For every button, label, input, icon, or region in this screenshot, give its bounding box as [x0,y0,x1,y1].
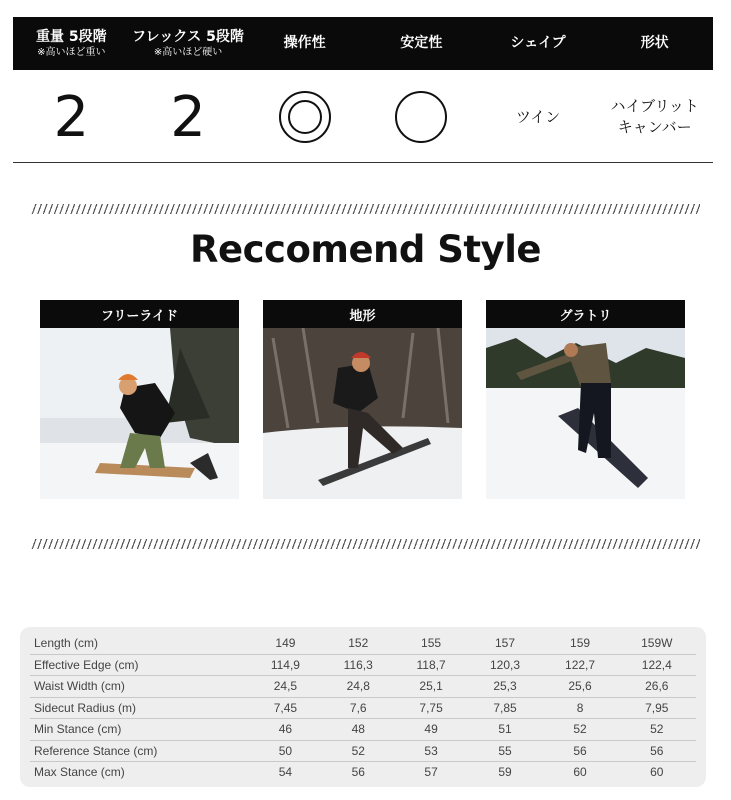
spec-cell: 122,7 [543,654,618,676]
rating-values-row [13,72,713,163]
style-card-groundtrick [486,300,685,499]
spec-row-label: Min Stance (cm) [30,719,249,741]
spec-cell: 51 [467,719,542,741]
spec-row-label: Sidecut Radius (m) [30,697,249,719]
handling-value [246,72,363,162]
spec-cell: 48 [322,719,395,741]
header-stability-title: 安定性 [400,35,443,51]
hatch-divider-bottom [31,539,700,549]
spec-cell: 157 [467,633,542,654]
spec-cell: 118,7 [395,654,468,676]
spec-cell: 53 [395,740,468,762]
recommend-style-title: Reccomend Style [190,228,541,271]
header-profile-title: 形状 [640,35,669,51]
header-flex-title: フレックス 5段階 [132,28,244,45]
double-circle-icon [279,91,331,143]
spec-row [30,762,696,783]
header-shape [480,17,597,70]
spec-cell: 122,4 [618,654,696,676]
shape-value: ツイン [515,107,561,126]
spec-cell: 149 [249,633,322,654]
rider-freeride-photo [40,328,239,499]
spec-cell: 60 [650,765,664,780]
spec-cell: 26,6 [618,676,696,698]
spec-cell: 60 [573,765,587,780]
flex-value: 2 [170,84,206,150]
spec-cell: 155 [395,633,468,654]
spec-cell: 24,5 [249,676,322,698]
spec-cell: 56 [543,740,618,762]
spec-cell: 25,3 [467,676,542,698]
rider-terrain-photo [263,328,462,499]
spec-table [30,633,696,783]
spec-cell: 25,6 [543,676,618,698]
style-label-groundtrick: グラトリ [486,300,685,328]
spec-cell: 59 [498,765,512,780]
spec-cell: 46 [249,719,322,741]
weight-value: 2 [53,84,90,150]
header-handling [246,17,363,70]
hatch-divider-top [31,204,700,214]
spec-cell: 7,6 [322,697,395,719]
style-card-freeride [40,300,239,499]
rider-groundtrick-photo [486,328,685,499]
spec-cell: 7,75 [395,697,468,719]
circle-icon [395,91,447,143]
spec-row-label: Length (cm) [30,633,249,654]
profile-value: ハイブリット キャンバー [610,97,699,136]
spec-cell: 52 [618,719,696,741]
spec-cell: 116,3 [322,654,395,676]
spec-cell: 25,1 [395,676,468,698]
spec-cell: 56 [618,740,696,762]
header-stability [363,17,480,70]
spec-cell: 8 [543,697,618,719]
spec-cell: 7,85 [467,697,542,719]
spec-row-label: Reference Stance (cm) [30,740,249,762]
spec-row-label: Max Stance (cm) [34,765,125,780]
spec-cell: 152 [322,633,395,654]
spec-cell: 7,45 [249,697,322,719]
spec-row-label: Waist Width (cm) [30,676,249,698]
spec-row [30,719,696,741]
spec-cell: 24,8 [322,676,395,698]
spec-cell: 49 [395,719,468,741]
spec-row [30,697,696,719]
spec-cell: 54 [278,765,293,780]
header-shape-title: シェイプ [510,35,566,51]
spec-cell: 57 [424,765,438,780]
spec-row [30,676,696,698]
header-handling-title: 操作性 [283,35,326,51]
header-weight-title: 重量 5段階 [36,28,107,45]
spec-cell: 159 [543,633,618,654]
spec-row [30,654,696,676]
stability-value [363,72,480,162]
style-label-terrain: 地形 [263,300,462,328]
header-weight-note: ※高いほど重い [37,46,106,58]
spec-row [30,633,696,654]
spec-cell: 52 [543,719,618,741]
spec-cell: 50 [249,740,322,762]
rating-header-bar [13,17,713,70]
style-label-freeride: フリーライド [40,300,239,328]
spec-cell: 120,3 [467,654,542,676]
spec-cell: 55 [467,740,542,762]
spec-cell: 52 [322,740,395,762]
spec-cell: 7,95 [618,697,696,719]
spec-cell: 114,9 [249,654,322,676]
header-flex [130,17,247,70]
header-profile [596,17,713,70]
spec-cell: 56 [351,765,365,780]
header-weight [13,17,130,70]
header-flex-note: ※高いほど硬い [153,46,223,58]
spec-row [30,740,696,762]
style-card-terrain [263,300,462,499]
spec-row-label: Effective Edge (cm) [30,654,249,676]
spec-cell: 159W [618,633,696,654]
spec-table-panel [20,627,706,787]
